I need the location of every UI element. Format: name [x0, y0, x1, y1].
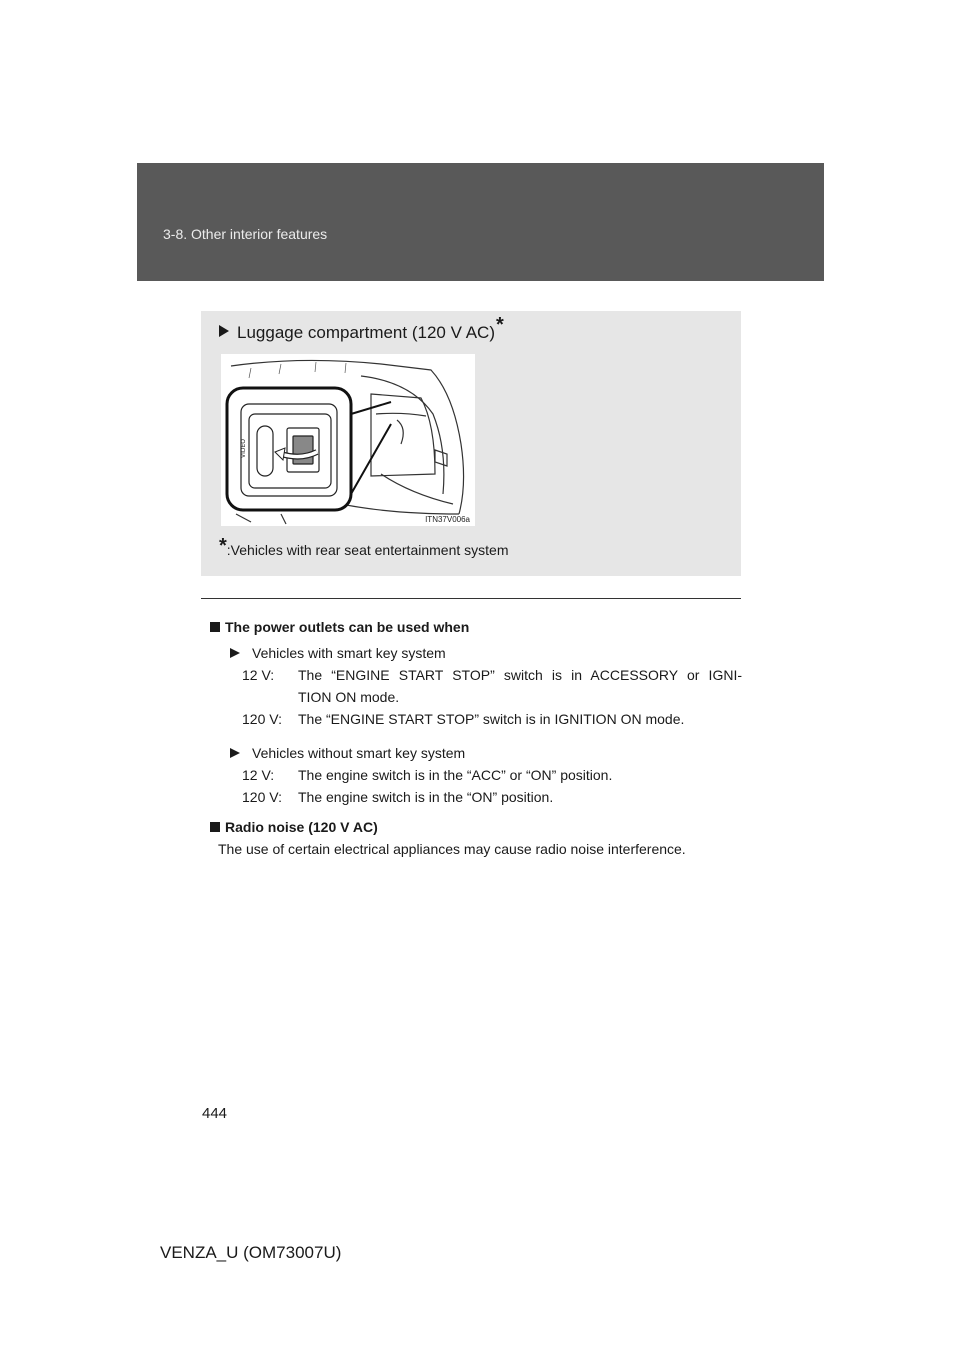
section-heading-text: The power outlets can be used when — [225, 619, 470, 635]
asterisk-mark: * — [495, 314, 504, 336]
document-code: VENZA_U (OM73007U) — [160, 1243, 342, 1262]
spec-row — [242, 786, 742, 808]
sub-heading-text: Vehicles with smart key system — [252, 645, 446, 661]
asterisk-mark: * — [219, 535, 227, 557]
footnote — [219, 535, 509, 561]
figure-panel — [201, 311, 741, 576]
spec-text: The “ENGINE START STOP” switch is in IGNITION ON mode. — [298, 711, 685, 727]
spec-row — [242, 708, 742, 730]
illustration-drawing — [221, 354, 475, 526]
spec-row — [242, 764, 742, 786]
paragraph: The use of certain electrical appliances may cause radio noise interference. — [218, 841, 686, 857]
triangle-bullet-icon — [230, 648, 240, 658]
spec-text: The engine switch is in the “ACC” or “ON” position. — [298, 767, 613, 783]
figure-title-text: Luggage compartment (120 V AC) — [237, 323, 495, 342]
page-header — [137, 163, 824, 281]
figure-title — [219, 314, 504, 344]
luggage-compartment-illustration — [221, 354, 475, 526]
square-bullet-icon — [210, 622, 220, 632]
square-bullet-icon — [210, 822, 220, 832]
section-title: 3-8. Other interior features — [163, 226, 328, 242]
sub-heading-text: Vehicles without smart key system — [252, 745, 466, 761]
spec-key: 120 V: — [242, 789, 282, 805]
section-heading-text: Radio noise (120 V AC) — [225, 819, 378, 835]
triangle-bullet-icon — [219, 325, 229, 337]
spec-text-continued: TION ON mode. — [298, 689, 400, 705]
svg-text:VIDEO: VIDEO — [240, 438, 247, 458]
triangle-bullet-icon — [230, 748, 240, 758]
spec-key: 12 V: — [242, 667, 275, 683]
page-number: 444 — [202, 1105, 228, 1122]
section-heading — [210, 616, 742, 638]
spec-text: The engine switch is in the “ON” position. — [298, 789, 554, 805]
spec-key: 12 V: — [242, 767, 275, 783]
spec-key: 120 V: — [242, 711, 282, 727]
sub-heading — [230, 742, 742, 764]
spec-row — [242, 664, 742, 686]
content-body — [210, 616, 742, 860]
figure-code: ITN37V006a — [425, 515, 470, 524]
footnote-text: :Vehicles with rear seat entertainment system — [226, 542, 509, 558]
section-divider — [201, 598, 741, 599]
sub-heading — [230, 642, 742, 664]
section-heading — [210, 816, 742, 838]
spec-text: The “ENGINE START STOP” switch is in ACCESSORY or IGNI- — [298, 667, 742, 683]
